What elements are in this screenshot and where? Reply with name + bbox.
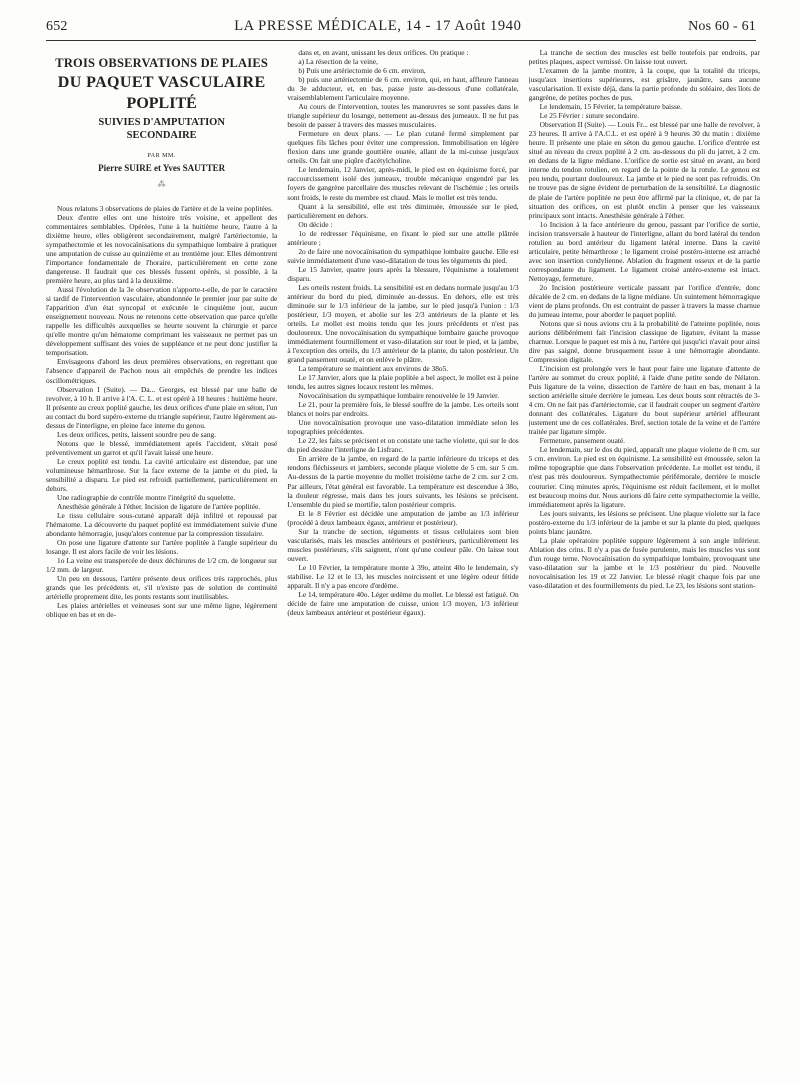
paragraph: En arrière de la jambe, en regard de la partie inférieure du triceps et des tendons fléchisseurs et jambiers, seconde plaque violette de 5 cm. sur 5 cm. Au-dessus de la partie moyenne du mollet troisième tache de 2 cm. sur 2 cm. Par ailleurs, l'état général est favorable. La température est descendue à 38o, la douleur régresse, mais dans les jours suivants, les lésions se précisent. L'ensemble du pied se mortifie, talon postérieur compris. [287, 454, 519, 509]
paragraph: Le 25 Février : suture secondaire. [539, 111, 639, 121]
paragraph: Fermeture en deux plans. — Le plan cutané fermé simplement par quelques fils lâches pour éviter une compression. Immobilisation en légère flexion dans une grande gouttière ouatée, allant de la mi-cuisse jusqu'aux orteils. On fait une piqûre d'acétylcholine. [287, 129, 519, 166]
paragraph: Au cours de l'intervention, toutes les manœuvres se sont passées dans le triangle supérieur du losange, nettement au-dessus des jumeaux. Il ne fut pas besoin de passer à travers des masses musculaires. [287, 102, 519, 130]
column-2 [287, 48, 518, 1072]
paragraph: Aussi l'évolution de la 3e observation n'apporte-t-elle, de par le caractère si tardif de l'intervention vasculaire, abandonnée le premier jour par suite de l'apparition d'un état syncopal et exécutée le cinquième jour, aucun enseignement nouveau. Nous ne retenons cette observation que parce qu'elle rappelle les difficultés auxquelles se heurte souvent la chirurgie et parce qu'elle montre qu'un hématome comprimant les vaisseaux ne permet pas un développement suffisant des voies de suppléance et ne peut donc justifier la temporisation. [46, 285, 278, 358]
article-columns [46, 48, 760, 1072]
paragraph: Le 10 Février, la température monte à 39o, atteint 40o le lendemain, s'y stabilise. Le 12 et le 13, les muscles noircissent et une légère odeur fétide apparaît. Il n'y a pas encore d'œdème. [287, 562, 519, 590]
paragraph: Quant à la sensibilité, elle est très diminuée, émoussée sur le pied, particulièrement en dehors. [287, 201, 519, 220]
paragraph: Le lendemain, 12 Janvier, après-midi, le pied est en équinisme forcé, par raccourcissement isolé des jumeaux, trouble mécanique engendré par les foyers de gangrène parcellaire des muscles relevant de l'ischémie ; les orteils sont froids, le reste du membre est chaud. Mais le mollet est très tendu. [287, 165, 519, 202]
paragraph: Le tissu cellulaire sous-cutané apparaît déjà infiltré et repoussé par l'hématome. La découverte du paquet poplité est immédiatement suivie d'une abondante hémorragie, jusqu'alors contenue par la compression tissulaire. [46, 510, 278, 539]
header-rule [46, 40, 756, 41]
paragraph: Fermeture, pansement ouaté. [539, 436, 626, 446]
paragraph: Le 21, pour la première fois, le blessé souffre de la jambe. Les orteils sont blancs et noirs par endroits. [287, 400, 519, 419]
article-heading [46, 56, 277, 190]
paragraph: 1o La veine est transpercée de deux déchirures de 1/2 cm. de longueur sur 1/2 mm. de largeur. [46, 556, 278, 575]
paragraph: L'examen de la jambe montre, à la coupe, que la totalité du triceps, jusqu'aux insertions supérieures, est grisâtre, jaunâtre, sans aucune vascularisation. Il existe déjà, dans la partie profonde du soléaire, des îlots de gangrène, de petites poches de pus. [528, 66, 760, 103]
article-subtitle-line-2: SECONDAIRE [126, 130, 197, 142]
paragraph: Les plaies artérielles et veineuses sont sur une même ligne, légèrement oblique en bas et en de- [46, 601, 278, 620]
issue-number: Nos 60 - 61 [688, 19, 756, 34]
article-authors: Pierre SUIRE et Yves SAUTTER [98, 163, 226, 174]
page-header [46, 18, 756, 40]
paragraph: b) Puis une artériectomie de 6 cm. environ, [298, 66, 426, 76]
column-1 [46, 48, 277, 1072]
paragraph: Les orteils restent froids. La sensibilité est en dedans normale jusqu'au 1/3 antérieur du bord du pied, diminuée au-dessus. En dehors, elle est très diminuée sur le 1/3 inférieur de la jambe, sur le pied jusqu'à l'union : 1/3 postérieur, 1/3 moyen, et abolie sur les 2/3 antérieurs de la plante et les orteils. Le mollet est moins tendu que les jours précédents et n'est pas douloureux. Une novocaïnisation du sympathique lombaire gauche provoque immédiatement fourmillement et vaso-dilatation sur tout le pied, et la jambe, à l'exception des orteils, du 1/3 antérieur de la plante, du talon postérieur. Un grand pansement ouaté, et on enlève le plâtre. [287, 282, 519, 365]
paragraph: Le lendemain, sur le dos du pied, apparaît une plaque violette de 8 cm. sur 5 cm. environ. Le pied est en équinisme. La sensibilité est émoussée, selon la même topographie que dans l'observation précédente. Le mollet est tendu, il n'est pas très douloureux. Sympathectomie périfémorale, derrière le muscle couturier. Cinq minutes après, l'équinisme est réduit facilement, et le mollet est beaucoup moins dur. Nous aurions dû faire cette sympathectomie la veille, immédiatement après la ligature. [528, 445, 760, 509]
article-title-line-3: POPLITÉ [126, 94, 197, 112]
paragraph: Observation I (Suite). — Da... Georges, est blessé par une balle de revolver, à 10 h. Il arrive à l'A. C. L. et est opéré à 18 heures : huitième heure. Il présente au creux poplité gauche, les deux orifices d'une plaie en séton, l'un au contact du bord supéro-externe du triangle supérieur, l'autre légèrement au-dessus de l'interligne, en pleine face interne du genou. [46, 384, 278, 430]
paragraph: Un peu en dessous, l'artère présente deux orifices très rapprochés, plus grands que les précédents et, s'il n'existe pas de solution de continuité artérielle proprement dite, les ponts restants sont inutilisables. [46, 574, 278, 602]
paragraph: Deux d'entre elles ont une histoire très voisine, et appellent des commentaires semblables. Opérées, l'une à la huitième heure, l'autre à la dixième heure, elles obligèrent secondairement, malgré l'artériectomie, la sympathectomie et les novocaïnisations du sympathique lombaire à pratiquer une amputation de cuisse au quinzième et au trentième jour. Elles démontrent l'importance fondamentale de l'horaire, particulièrement en cette zone dangereuse. Il faudrait que ces blessés fussent opérés, si possible, à la première heure, au plus tard à la deuxième. [46, 212, 278, 286]
paragraph: La plaie opératoire poplitée suppure légèrement à son angle inférieur. Ablation des crins. Il n'y a pas de fusée purulente, mais les muscles vus sont d'un rouge terne. Novocaïnisation du sympathique lombaire, provoquant une vaso-dilatation sur la jambe et le 1/3 postérieur du pied. Nouvelle novocaïnisation les 19 et 22 Janvier. Le blessé réagit chaque fois par une vaso-dilatation et des fourmillements du pied. Le 23, les lésions sont station- [528, 535, 760, 590]
paragraph: Nous relatons 3 observations de plaies de l'artère et de la veine poplitées. [57, 203, 273, 213]
paragraph: Le lendemain, 15 Février, la température baisse. [539, 102, 682, 112]
paragraph: Observation II (Suite). — Louis Fr... est blessé par une balle de revolver, à 23 heures. Il arrive à l'A.C.L. et est opéré à 9 heures 30 du matin : dixième heure. Il présente une plaie en séton du genou gauche. L'orifice d'entrée est situé au niveau du creux poplité à 2 cm. au-dessous du pli du jarret, à 2 cm. en dedans de la ligne médiane. L'orifice de sortie est situé en avant, au bord interne du tendon rotulien, en regard de la pointe de la rotule. Le genou est peu tendu, pourtant douloureux. La jambe et le pied ne sont pas refroidis. On ne trouve pas de signe évident de perturbation de la sensibilité. Le diagnostic de plaie de l'artère poplitée ne peut être affirmé par la clinique, et, de par la situation des orifices, on est plutôt enclin à penser que les vaisseaux principaux sont intacts. Anesthésie générale à l'éther. [528, 120, 760, 220]
paragraph: 1o Incision à la face antérieure du genou, passant par l'orifice de sortie, incision transversale à hauteur de l'interligne, allant du bord latéral du tendon rotulien au bord antérieur du ligament latéral interne. Dans la cavité articulaire, petite hémarthrose ; le ligament croisé postéro-interne est arraché avec son insertion condylienne. Ablation du fragment osseux et de la partie correspondante du ligament. Le ligament croisé antéro-externe est intact. Nettoyage, fermeture. [528, 219, 760, 283]
paragraph: On pose une ligature d'attente sur l'artère poplitée à l'angle supérieur du losange. Il est alors facile de voir les lésions. [46, 538, 278, 557]
paragraph: 1o de redresser l'équinisme, en fixant le pied sur une attelle plâtrée antérieure ; [287, 228, 519, 247]
ornament-divider: ⁂ [157, 180, 166, 190]
paragraph: On décide : [298, 219, 333, 229]
paragraph: La tranche de section des muscles est belle toutefois par endroits, par petites plaques, aspect vernissé. On laisse tout ouvert. [528, 48, 760, 67]
paragraph: Et le 8 Février est décidée une amputation de jambe au 1/3 inférieur (procédé à deux lambeaux égaux, antérieur et postérieur). [287, 508, 519, 527]
paragraph: Les jours suivants, les lésions se précisent. Une plaque violette sur la face postéro-externe du 1/3 inférieur de la jambe et sur la plante du pied, quelques points blanc jaunâtre. [528, 508, 760, 536]
paragraph: 2o de faire une novocaïnisation du sympathique lombaire gauche. Elle est suivie immédiatement d'une vaso-dilatation de tous les téguments du pied. [287, 246, 519, 265]
article-title-line-2: DU PAQUET VASCULAIRE [57, 74, 266, 92]
paragraph: Le 14, température 40o. Léger œdème du mollet. Le blessé est fatigué. On décide de faire une amputation de cuisse, union 1/3 moyen, 1/3 inférieur (deux lambeaux antérieur et postérieur égaux). [287, 589, 519, 617]
paragraph: Les deux orifices, petits, laissent sourdre peu de sang. [57, 429, 217, 439]
paragraph: Le 22, les faits se précisent et on constate une tache violette, qui sur le dos du pied dessine l'interligne de Lisfranc. [287, 436, 519, 455]
paragraph: Notons que si nous avions cru à la probabilité de l'atteinte poplitée, nous aurions délibérément fait l'incision classique de ligature, évitant la masse charnue. Lorsque le paquet est mis à nu, l'artère qui jusqu'ici n'avait pour ainsi dire pas saigné, donne brusquement issue à une hémorragie abondante. Compression digitale. [528, 318, 760, 365]
paragraph: a) La résection de la veine, [298, 57, 378, 67]
paragraph: Novocaïnisation du sympathique lombaire renouvelée le 19 Janvier. [298, 391, 500, 401]
paragraph: Sur la tranche de section, téguments et tissus cellulaires sont bien vascularisés, mais les muscles antérieurs et postérieurs, particulièrement les muscles postérieurs, s'ils saignent, n'ont qu'une couleur pâle. On laisse tout ouvert. [287, 526, 519, 563]
byline-par: PAR MM. [147, 152, 176, 159]
paragraph: b) puis une artériectomie de 6 cm. environ, qui, en haut, affleure l'anneau du 3e adducteur, et, en bas, passe juste au-dessous d'une collatérale, vraisemblablement l'articulaire moyenne. [287, 75, 519, 103]
paragraph: dans et, en avant, unissant les deux orifices. On pratique : [298, 48, 469, 57]
paragraph: Une novocaïnisation provoque une vaso-dilatation immédiate selon les topographies précédentes. [287, 418, 519, 437]
paragraph: Anesthésie générale à l'éther. Incision de ligature de l'artère poplitée. [57, 501, 261, 511]
paragraph: La température se maintient aux environs de 38o5. [298, 364, 449, 374]
page-number: 652 [46, 19, 68, 34]
journal-title: LA PRESSE MÉDICALE, 14 - 17 Août 1940 [234, 18, 522, 34]
column-3 [529, 48, 760, 1072]
paragraph: Une radiographie de contrôle montre l'intégrité du squelette. [57, 492, 236, 502]
paragraph: L'incision est prolongée vers le haut pour faire une ligature d'attente de l'artère au sommet du creux poplité, à l'aide d'une petite sonde de Nélaton. Puis ligature de la veine, dissection de l'artère de haut en bas, menant à la section artérielle située derrière le jumeau. Les deux bouts sont rétractés de 3-4 cm. On ne fait pas d'artériectomie, car il faudrait couper un segment d'artère donnant des collatérales. Ligature du bout supérieur artériel affleurant justement une de ces collatérales. Bref, section totale de la veine et de l'artère traitée par ligature simple. [528, 364, 760, 437]
article-subtitle-line-1: SUIVIES D'AMPUTATION [98, 117, 225, 129]
paragraph: Le 15 Janvier, quatre jours après la blessure, l'équinisme a totalement disparu. [287, 264, 519, 283]
paragraph: Envisageons d'abord les deux premières observations, en regrettant que l'absence d'appareil de Pachon nous ait empêchés de prendre les indices oscillométriques. [46, 357, 278, 385]
paragraph: Notons que le blessé, immédiatement après l'accident, s'était posé préventivement un garrot et qu'il l'avait laissé une heure. [46, 438, 278, 457]
article-title-line-1: TROIS OBSERVATIONS DE PLAIES [55, 56, 269, 70]
paragraph: Le creux poplité est tendu. La cavité articulaire est distendue, par une volumineuse hémarthrose. Sur la face externe de la jambe et du pied, la sensibilité a disparu. Le pied est refroidi partiellement, particulièrement en dehors. [46, 456, 278, 493]
paragraph: 2o Incision postérieure verticale passant par l'orifice d'entrée, donc décalée de 2 cm. en dedans de la ligne médiane. Un suintement hémorragique vient de plans profonds. On est contraint de passer à travers la masse charnue du jumeau interne, pour aborder le paquet poplité. [528, 282, 760, 319]
paragraph: Le 17 Janvier, alors que la plaie poplitée a bel aspect, le mollet est à peine tendu, les autres signes locaux restent les mêmes. [287, 373, 519, 392]
